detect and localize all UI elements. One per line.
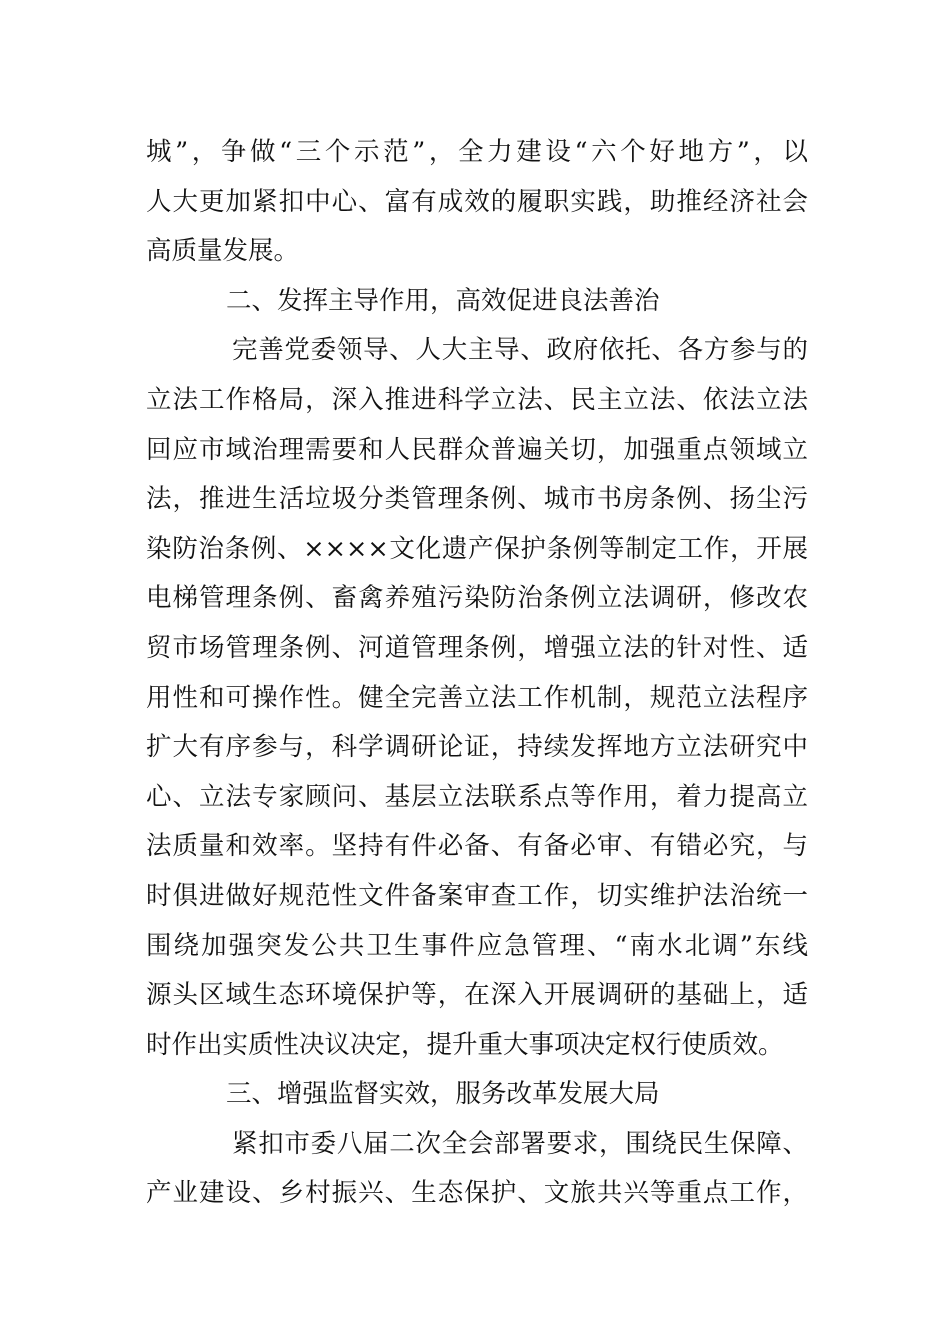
text-line: 法质量和效率。坚持有件必备、有备必审、有错必究，与 <box>146 831 808 862</box>
text-line: 贸市场管理条例、河道管理条例，增强立法的针对性、适 <box>146 632 808 663</box>
heading-text: 二、发挥主导作用，高效促进良法善治 <box>226 285 660 316</box>
text-line: 电梯管理条例、畜禽养殖污染防治条例立法调研，修改农 <box>146 583 808 614</box>
text-line: 产业建设、乡村振兴、生态保护、文旅共兴等重点工作， <box>146 1178 808 1209</box>
text-line: 用性和可操作性。健全完善立法工作机制，规范立法程序 <box>146 682 808 713</box>
text-line: 染防治条例、××××文化遗产保护条例等制定工作，开展 <box>146 533 808 564</box>
text-line: 城”，争做“三个示范”，全力建设“六个好地方”，以 <box>146 137 808 167</box>
text-line: 法，推进生活垃圾分类管理条例、城市书房条例、扬尘污 <box>146 484 808 515</box>
text-line: 完善党委领导、人大主导、政府依托、各方参与的 <box>232 335 808 366</box>
text-line: 人大更加紧扣中心、富有成效的履职实践，助推经济社会 <box>146 186 808 217</box>
text-line: 紧扣市委八届二次全会部署要求，围绕民生保障、 <box>232 1128 808 1159</box>
document-body <box>146 128 808 1219</box>
text-line: 扩大有序参与，科学调研论证，持续发挥地方立法研究中 <box>146 732 808 763</box>
text-line: 时俱进做好规范性文件备案审查工作，切实维护法治统一 <box>146 880 808 911</box>
paragraph <box>146 128 808 277</box>
text-line: 回应市域治理需要和人民群众普遍关切，加强重点领域立 <box>146 434 808 465</box>
text-line: 心、立法专家顾问、基层立法联系点等作用，着力提高立 <box>146 781 808 812</box>
paragraph <box>146 1120 808 1219</box>
text-line: 围绕加强突发公共卫生事件应急管理、“南水北调”东线 <box>146 930 808 961</box>
heading-text: 三、增强监督实效，服务改革发展大局 <box>226 1079 660 1110</box>
text-line: 时作出实质性决议决定，提升重大事项决定权行使质效。 <box>146 1029 784 1060</box>
text-line: 立法工作格局，深入推进科学立法、民主立法、依法立法 <box>146 384 808 415</box>
section-heading <box>146 277 808 327</box>
text-line: 源头区域生态环境保护等，在深入开展调研的基础上，适 <box>146 980 808 1011</box>
paragraph <box>146 326 808 1070</box>
section-heading <box>146 1070 808 1120</box>
text-line: 高质量发展。 <box>146 236 300 267</box>
